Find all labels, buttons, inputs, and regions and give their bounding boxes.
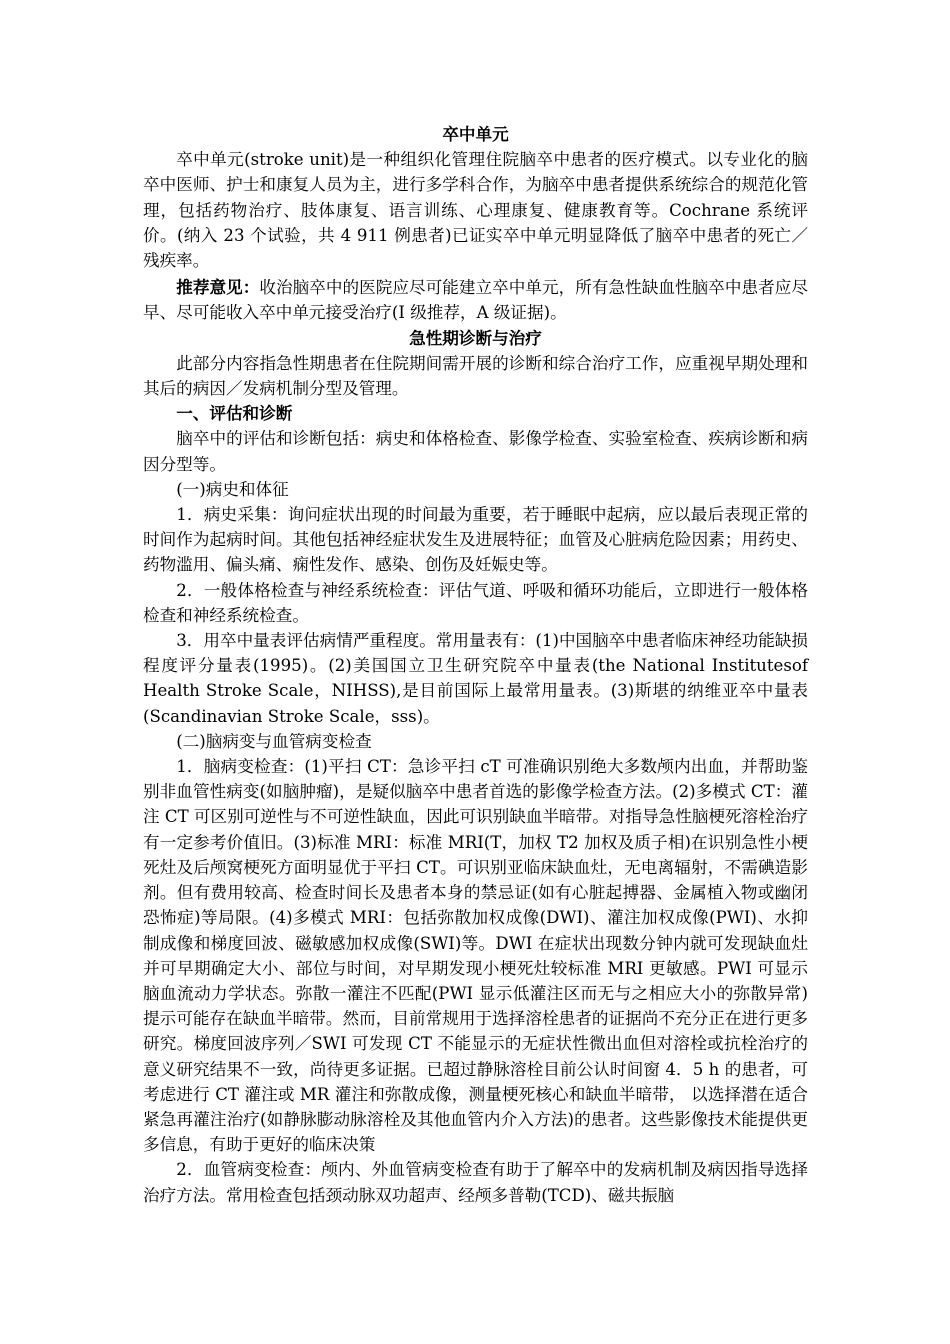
- recommendation-body: 收治脑卒中的医院应尽可能建立卒中单元，所有急性缺血性脑卒中患者应尽早、尽可能收入卒中单元接受治疗(I 级推荐，A 级证据)。: [143, 278, 809, 323]
- subheading-history: (一)病史和体征: [176, 479, 289, 499]
- section-heading-evaluation: 一、评估和诊断: [176, 403, 293, 424]
- paragraph-stroke-unit-intro: 卒中单元(stroke unit)是一种组织化管理住院脑卒中患者的医疗模式。以专业化的脑卒中医师、护士和康复人员为主，进行多学科合作，为脑卒中患者提供系统综合的规范化管理，包括药物治疗、肢体康复、语言训练、心理康复、健康教育等。Cochrane 系统评价。(纳入 23 个试验，共 4 911 例患者)已证实卒中单元明显降低了脑卒中患者的死亡／残疾率。: [143, 150, 808, 271]
- paragraph-stroke-scales: 3．用卒中量表评估病情严重程度。常用量表有：(1)中国脑卒中患者临床神经功能缺损程度评分量表(1995)。(2)美国国立卫生研究院卒中量表(the National Institutesof Health Stroke Scale，NIHSS),是目前国际上最常用量表。(3)斯堪的纳维亚卒中量表(Scandinavian Stroke Scale，sss)。: [143, 631, 808, 726]
- paragraph-evaluation: 脑卒中的评估和诊断包括：病史和体格检查、影像学检查、实验室检查、疾病诊断和病因分型等。: [143, 429, 808, 474]
- title-stroke-unit: 卒中单元: [442, 124, 509, 144]
- paragraph-physical-exam: 2．一般体格检查与神经系统检查：评估气道、呼吸和循环功能后，立即进行一般体格检查和神经系统检查。: [143, 580, 808, 625]
- paragraph-brain-imaging: 1．脑病变检查：(1)平扫 CT：急诊平扫 cT 可准确识别绝大多数颅内出血，并帮助鉴别非血管性病变(如脑肿瘤)，是疑似脑卒中患者首选的影像学检查方法。(2)多模式 CT：灌注 CT 可区别可逆性与不可逆性缺血，因此可识别缺血半暗带。对指导急性脑梗死溶栓治疗有一定参考价值旧。(3)标准 MRI：标准 MRI(T，加权 T2 加权及质子相)在识别急性小梗死灶及后颅窝梗死方面明显优于平扫 CT。可识别亚临床缺血灶，无电离辐射，不需碘造影剂。但有费用较高、检查时间长及患者本身的禁忌证(如有心脏起搏器、金属植入物或幽闭恐怖症)等局限。(4)多模式 MRI：包括弥散加权成像(DWI)、灌注加权成像(PWI)、水抑制成像和梯度回波、磁敏感加权成像(SWI)等。DWI 在症状出现数分钟内就可发现缺血灶并可早期确定大小、部位与时间，对早期发现小梗死灶较标准 MRI 更敏感。PWI 可显示脑血流动力学状态。弥散一灌注不匹配(PWI 显示低灌注区而无与之相应大小的弥散异常)提示可能存在缺血半暗带。然而，目前常规用于选择溶栓患者的证据尚不充分正在进行更多研究。梯度回波序列／SWI 可发现 CT 不能显示的无症状性微出血但对溶栓或抗栓治疗的意义研究结果不一致，尚待更多证据。已超过静脉溶栓目前公认时间窗 4．5 h 的患者，可考虑进行 CT 灌注或 MR 灌注和弥散成像，测量梗死核心和缺血半暗带， 以选择潜在适合紧急再灌注治疗(如静脉膨动脉溶栓及其他血管内介入方法)的患者。这些影像技术能提供更多信息，有助于更好的临床决策: [143, 757, 808, 1155]
- paragraph-history-taking: 1．病史采集：询问症状出现的时间最为重要，若于睡眠中起病，应以最后表现正常的时间作为起病时间。其他包括神经症状发生及进展特征；血管及心脏病危险因素；用药史、药物滥用、偏头痛、痫性发作、感染、创伤及妊娠史等。: [143, 505, 808, 575]
- title-acute-phase: 急性期诊断与治疗: [409, 327, 542, 348]
- paragraph-recommendation: [143, 275, 808, 325]
- paragraph-acute-intro: 此部分内容指急性期患者在住院期间需开展的诊断和综合治疗工作，应重视早期处理和其后的病因／发病机制分型及管理。: [143, 353, 808, 399]
- recommendation-lead: 推荐意见：: [176, 277, 260, 298]
- document-page: [143, 122, 808, 1208]
- subheading-imaging: (二)脑病变与血管病变检查: [176, 731, 372, 751]
- paragraph-vascular-imaging: 2．血管病变检查：颅内、外血管病变检查有助于了解卒中的发病机制及病因指导选择治疗方法。常用检查包括颈动脉双功超声、经颅多普勒(TCD)、磁共振脑: [143, 1160, 808, 1205]
